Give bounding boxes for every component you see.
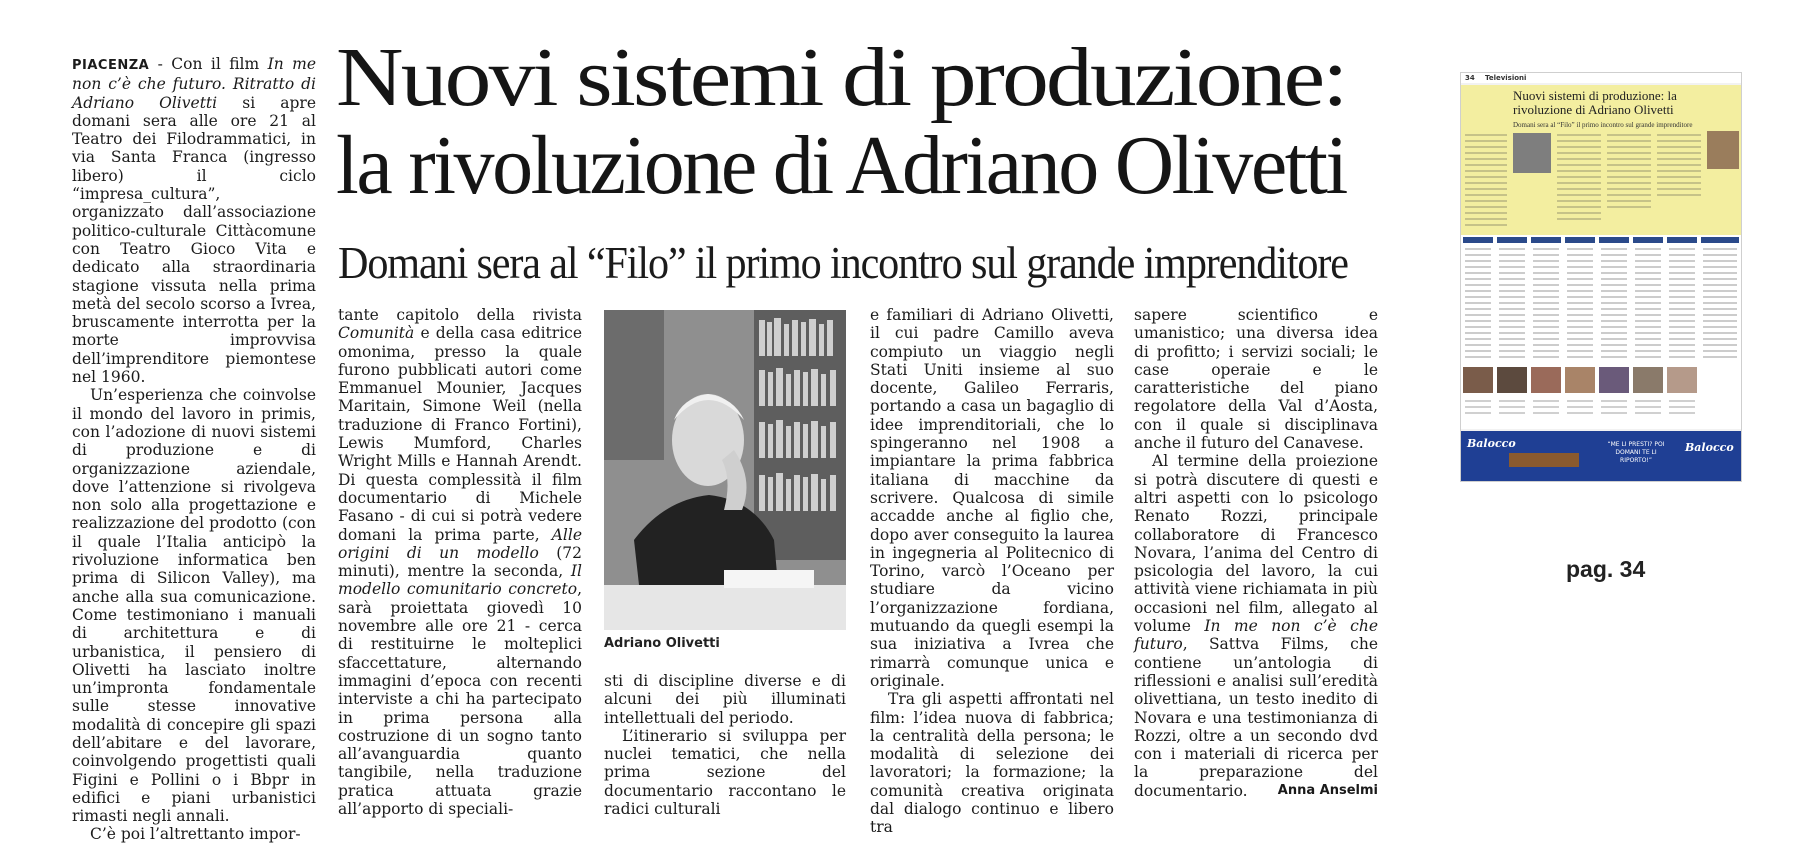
- ad-text: “ME LI PRESTI? POI DOMANI TE LI RIPORTO!”: [1607, 441, 1665, 464]
- c5-p2c: , Sattva Films, che contiene un’antologia di riflessioni e analisi sull’eredità olivettiana, un testo inedito di Novara e una testimonianza di Rozzi, oltre a un secondo dvd con i materiali di ricerca per la preparazione del documentario.: [1134, 635, 1378, 800]
- thumb-page-num: 34: [1465, 74, 1475, 82]
- column-3: [604, 672, 846, 818]
- c1-p1: si apre domani sera alle ore 21 al Teatro dei Filodrammatici, in via Santa Franca (ingresso libero) il ciclo “impresa_cultura”, organizzato dall’associazione politico-culturale Cittàcomune con Teatro Gioco Vita e dedicato alla straordinaria stagione vissuta nella prima metà del secolo scorso a Ivrea, bruscamente interrotta per la morte improvvisa dell’imprenditore piemontese nel 1960.: [72, 93, 317, 387]
- film-title: In me non c’è che futuro. Ritratto di Adriano Olivetti: [72, 55, 316, 112]
- photo-caption: Adriano Olivetti: [604, 636, 720, 651]
- thumb-tv-grid: [1461, 235, 1741, 365]
- c2-t1: tante capitolo della rivista: [338, 306, 582, 324]
- c2-t5: (72 minuti), mentre la seconda,: [338, 543, 583, 581]
- page-reference: pag. 34: [1566, 556, 1646, 582]
- c5-p2a: Al termine della proiezione si potrà discutere di questi e altri aspetti con lo psicologo Renato Rozzi, principale collaboratore di Francesco Novara, l’anima del Centro di psicologia del lavoro, la cui attività viene richiamata in più occasioni nel film, allegato al volume: [1134, 452, 1378, 636]
- c1-lead: - Con il film: [149, 55, 268, 73]
- c2-t3: e della casa editrice omonima, presso la quale furono pubblicati autori come Emmanuel Mounier, Jacques Maritain, Simone Weil (nella traduzione di Franco Fortini), Lewis Mumford, Charles Wright Mills e Hannah Arendt. Di questa complessità il film documentario di Michele Fasano - di cui si potrà vedere domani la prima parte,: [338, 324, 582, 544]
- ad-product-image: [1509, 453, 1579, 467]
- thumb-text-lines: [1461, 131, 1741, 235]
- thumb-photos: [1461, 365, 1741, 429]
- thumb-section: Televisioni: [1484, 74, 1527, 82]
- c5-p2b: In me non c’è che futuro: [1134, 617, 1378, 654]
- author-signature: Anna Anselmi: [1277, 783, 1378, 798]
- c2-t7: , sarà proiettata giovedì 10 novembre alle ore 21 - cerca di restituirne le molteplici sfaccettature, alternando immagini d’epoca con recenti interviste a chi ha partecipato in prima persona alla costruzione di un sogno tanto all’avanguardia quanto tangibile, nella traduzione pratica attuata grazie all’apporto di speciali-: [338, 580, 582, 819]
- ad-logo: Balocco: [1685, 441, 1734, 454]
- thumb-tv-listings: [1461, 235, 1741, 365]
- portrait-illustration: [604, 310, 846, 630]
- thumb-header: [1461, 73, 1741, 83]
- c2-t4: Alle origini di un modello: [338, 525, 582, 562]
- page-thumbnail: [1460, 72, 1742, 482]
- c3-p1: sti di discipline diverse e di alcuni dei più illuminati intellettuali del periodo.: [604, 672, 846, 727]
- headline-line-1: Nuovi sistemi di produzione:: [336, 31, 1346, 124]
- column-1: [72, 55, 316, 844]
- thumb-advertisement: [1461, 431, 1741, 481]
- c4-p1: e familiari di Adriano Olivetti, il cui padre Camillo aveva compiuto un viaggio negli Stati Uniti insieme al suo docente, Galileo Ferraris, portando a casa un bagaglio di idee imprenditoriali, che lo spingeranno nel 1908 a impiantare la prima fabbrica italiana di macchine da scrivere. Qualcosa di simile accadde anche al figlio che, dopo aver conseguito la laurea in ingegneria al Politecnico di Torino, varcò l’Oceano per studiare da vicino l’organizzazione fordiana, mutuando da quegli esempi la sua iniziativa a Ivrea che rimarrà comunque unica e originale.: [870, 306, 1114, 690]
- c5-p1: sapere scientifico e umanistico; una diversa idea di profitto; i servizi sociali; le case operaie e le caratteristiche del piano regolatore della Val d’Aosta, con il quale si disciplinava anche il futuro del Canavese.: [1134, 306, 1378, 453]
- thumb-photo-strip: [1461, 365, 1741, 429]
- ad-brand: Balocco: [1467, 437, 1516, 450]
- c3-p2: L’itinerario si sviluppa per nuclei tematici, che nella prima sezione del documentario raccontano le radici culturali: [604, 726, 846, 819]
- column-5: [1134, 306, 1378, 800]
- thumb-subtitle: Domani sera al “Filo” il primo incontro sul grande imprenditore: [1513, 121, 1693, 129]
- c4-p2: Tra gli aspetti affrontati nel film: l’idea nuova di fabbrica; la centralità della persona; le modalità di selezione dei lavoratori; la formazione; la comunità creativa originata dal dialogo continuo e libero tra: [870, 690, 1114, 837]
- dateline: PIACENZA: [72, 58, 150, 73]
- column-2: [338, 306, 582, 818]
- headline-line-2: la rivoluzione di Adriano Olivetti: [336, 119, 1346, 212]
- subtitle: Domani sera al “Filo” il primo incontro sul grande imprenditore: [338, 238, 1348, 288]
- c1-p3: C’è poi l’altrettanto impor-: [90, 825, 301, 844]
- thumb-headline: Nuovi sistemi di produzione: la rivoluzione di Adriano Olivetti: [1513, 88, 1677, 117]
- c2-t6: Il modello comunitario concreto: [338, 562, 582, 599]
- portrait-photo: [604, 310, 846, 630]
- column-4: [870, 306, 1114, 837]
- thumb-article-highlight: [1461, 85, 1741, 235]
- c1-p2: Un’esperienza che coinvolse il mondo del lavoro in primis, con l’adozione di nuovi sistemi di produzione e di organizzazione aziendale, dove l’attenzione si rivolgeva non solo alla progettazione e realizzazione del prodotto (con il quale l’Italia anticipò la rivoluzione informatica ben prima di Silicon Valley), ma anche alla sua comunicazione. Come testimoniano i manuali di architettura e di urbanistica, il pensiero di Olivetti ha lasciato inoltre un’impronta fondamentale sulle stesse innovative modalità di concepire gli spazi dell’abitare e del lavorare, coinvolgendo progettisti quali Figini e Pollini o i Bbpr in edifici e piani urbanistici rimasti negli annali.: [72, 386, 316, 826]
- c2-t2: Comunità: [338, 324, 415, 343]
